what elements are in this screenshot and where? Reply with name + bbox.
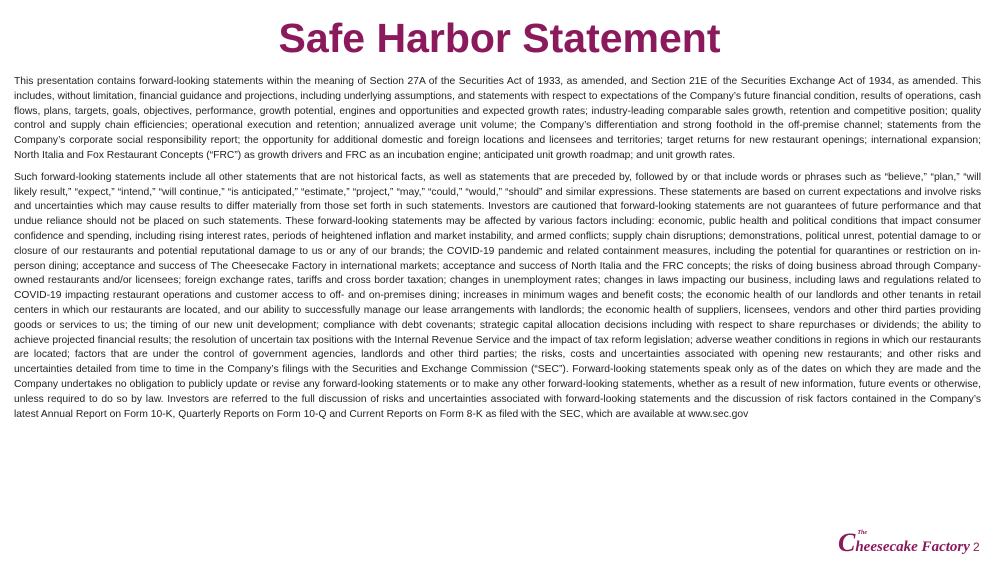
slide-title: Safe Harbor Statement: [278, 15, 721, 61]
page-number: 2: [973, 540, 980, 554]
logo-initial: C: [838, 528, 856, 557]
logo-wordmark-text: heesecake Factory: [855, 539, 970, 555]
cheesecake-factory-logo: [838, 530, 970, 560]
logo-wordmark: [855, 530, 970, 560]
paragraph-risk-factors: Such forward-looking statements include all other statements that are not historical facts, as well as statements that are preceded by, followed by or that include words or phrases such as “believe,” “plan,” “will likely result,” “expect,” “intend,” “will continue,” “is anticipated,” “estimate,” “project,” “may,” “could,” “would,” “should” and similar expressions. These statements are based on current expectations and involve risks and uncertainties which may cause results to differ materially from those set forth in such statements. Investors are cautioned that forward-looking statements are not guarantees of future performance and that undue reliance should not be placed on such statements. These forward-looking statements may be affected by various factors including: economic, public health and political conditions that impact consumer confidence and spending, including rising interest rates, periods of heightened inflation and market instability, and armed conflicts; supply chain disruptions; demonstrations, political unrest, potential damage to or closure of our restaurants and potential reputational damage to us or any of our brands; the COVID-19 pandemic and related containment measures, including the potential for quarantines or restriction on in-person dining; acceptance and success of The Cheesecake Factory in international markets; acceptance and success of North Italia and the FRC concepts; the risks of doing business abroad through Company-owned restaurants and/or licensees; foreign exchange rates, tariffs and cross border taxation; changes in unemployment rates; changes in laws impacting our business, including laws and regulations related to COVID-19 impacting restaurant operations and customer access to off- and on-premises dining; increases in minimum wages and benefit costs; the economic health of our landlords and other tenants in retail centers in which our restaurants are located, and our ability to successfully manage our lease arrangements with landlords; the economic health of suppliers, licensees, vendors and other third parties providing goods or services to us; the timing of our new unit development; compliance with debt covenants; strategic capital allocation decisions including with respect to share repurchases or dividends; the ability to achieve projected financial results; the resolution of uncertain tax positions with the Internal Revenue Service and the impact of tax reform legislation; adverse weather conditions in regions in which our restaurants are located; factors that are under the control of government agencies, landlords and other third parties; the risks, costs and uncertainties associated with opening new restaurants; and other risks and uncertainties detailed from time to time in the Company’s filings with the Securities and Exchange Commission (“SEC”). Forward-looking statements speak only as of the dates on which they are made and the Company undertakes no obligation to publicly update or revise any forward-looking statements or to make any other forward-looking statements, whether as a result of new information, future events or otherwise, unless required to do so by law. Investors are referred to the full discussion of risks and uncertainties associated with forward-looking statements and the discussion of risk factors contained in the Company’s latest Annual Report on Form 10-K, Quarterly Reports on Form 10-Q and Current Reports on Form 8-K as filed with the SEC, which are available at www.sec.gov: [14, 171, 981, 420]
safe-harbor-body: [14, 75, 981, 429]
logo-the: The: [857, 530, 868, 536]
paragraph-intro: This presentation contains forward-looking statements within the meaning of Section 27A of the Securities Act of 1933, as amended, and Section 21E of the Securities Exchange Act of 1934, as amended. This includes, without limitation, financial guidance and projections, including underlying assumptions, and statements with respect to expectations of the Company’s future financial condition, results of operations, cash flows, plans, targets, goals, objectives, performance, growth potential, engines and opportunities and expected growth rates; industry-leading comparable sales growth, retention and competitive position; quality control and supply chain efficiencies; operational execution and retention; annualized average unit volume; the Company’s differentiation and strong foothold in the off-premise channel; statements from the Company’s corporate social responsibility report; the opportunity for additional domestic and foreign locations and licensees and territories; target returns for new restaurant openings; international expansion; North Italia and Fox Restaurant Concepts (“FRC”) as growth drivers and FRC as an incubation engine; anticipated unit growth roadmap; and unit growth rates.: [14, 76, 981, 161]
